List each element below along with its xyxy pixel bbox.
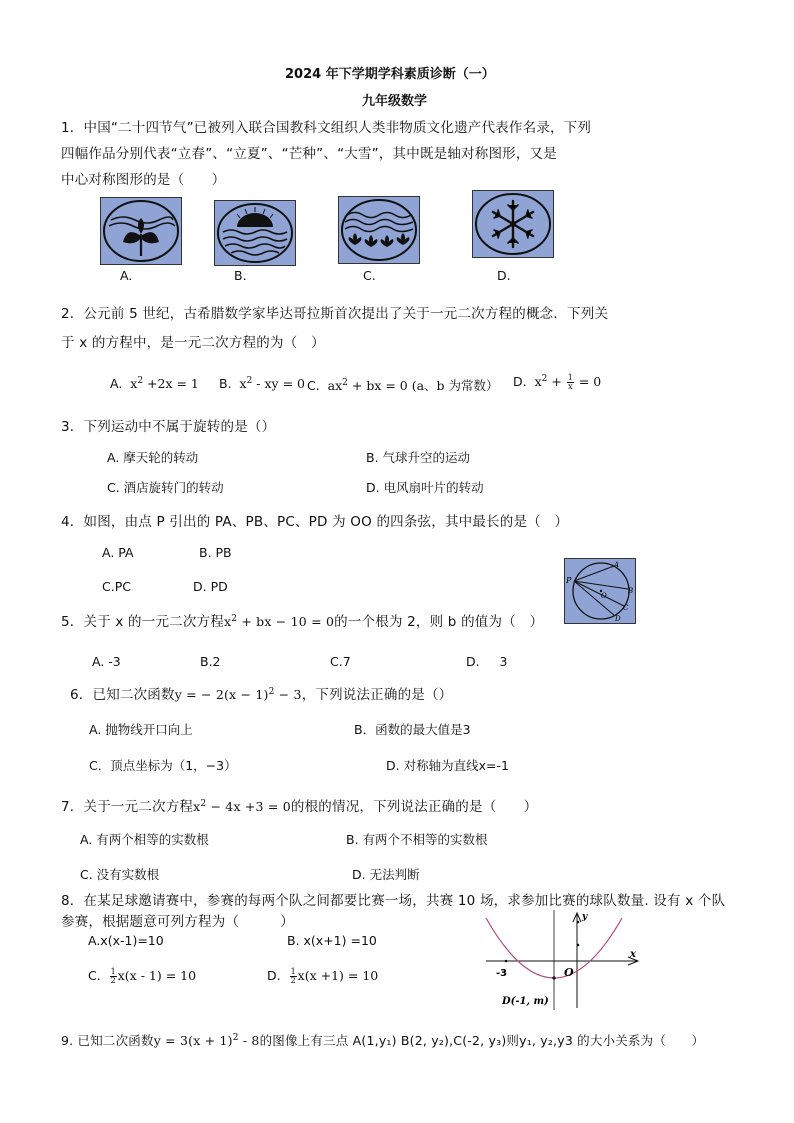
q4-label-c: C — [623, 604, 629, 612]
q7-option-a: A. 有两个相等的实数根 — [80, 832, 209, 847]
q8-line2: 参赛，根据题意可列方程为（ ） — [61, 914, 294, 930]
q6-option-c: C．顶点坐标为（1，−3） — [89, 758, 237, 773]
q4-label-a: A — [614, 561, 620, 569]
q2-option-d: D. $x^2$ + $\frac{1}{x}$ = 0 — [513, 373, 602, 392]
q8-line1: 8．在某足球邀请赛中，参赛的每两个队之间都要比赛一场，共赛 10 场，求参加比赛的球队数量. 设有 x 个队 — [61, 893, 726, 909]
q4-label-p: P — [566, 576, 572, 585]
q5-option-d: D. 3 — [466, 654, 508, 669]
q8-label-o: O — [564, 966, 574, 979]
q4-option-a: A. PA — [102, 545, 134, 560]
q3-option-b: B. 气球升空的运动 — [366, 450, 471, 465]
q4-line1: 4．如图，由点 P 引出的 PA、PB、PC、PD 为 OO 的四条弦，其中最长的是（ ） — [61, 514, 569, 530]
q1-image-d — [472, 190, 554, 258]
q2-option-b: B. $x^2$ - xy = 0 — [219, 376, 305, 392]
q6-option-d: D. 对称轴为直线x=-1 — [386, 758, 509, 773]
q5-option-a: A. -3 — [92, 654, 121, 669]
q3-line1: 3．下列运动中不属于旋转的是（） — [61, 419, 276, 435]
q7-option-d: D. 无法判断 — [352, 867, 420, 882]
q8-label-x: x — [630, 949, 636, 960]
q7-line1: 7．关于一元二次方程$x^2 - 4x +3 = 0$的根的情况，下列说法正确的是（ ） — [61, 798, 538, 815]
q6-option-b: B．函数的最大值是3 — [354, 722, 471, 737]
q4-label-d: D — [615, 615, 621, 623]
q1-image-c — [338, 196, 420, 264]
q1-label-c: C. — [363, 268, 376, 283]
q1-image-b — [214, 200, 296, 266]
page-subtitle: 九年级数学 — [362, 94, 428, 109]
q5-option-c: C.7 — [330, 654, 351, 669]
q8-label-neg3: -3 — [496, 968, 508, 979]
q2-option-a: A. $x^2 +2x = 1$ — [110, 376, 199, 392]
page-title: 2024 年下学期学科素质诊断（一） — [285, 67, 495, 82]
q6-option-a: A. 抛物线开口向上 — [89, 722, 193, 737]
q3-option-d: D. 电风扇叶片的转动 — [366, 480, 484, 495]
q7-option-c: C. 没有实数根 — [80, 867, 160, 882]
q1-line1: 1．中国“二十四节气”已被列入联合国教科文组织人类非物质文化遗产代表作名录，下列 — [61, 120, 592, 136]
q8-option-c: C. $\frac{1}{2}$ x(x - 1) = 10 — [88, 967, 197, 985]
q8-label-d: D(-1, m) — [502, 996, 549, 1007]
q3-option-a: A. 摩天轮的转动 — [107, 450, 199, 465]
q8-option-b: B. x(x+1) =10 — [287, 933, 377, 948]
q3-option-c: C. 酒店旋转门的转动 — [107, 480, 224, 495]
q2-option-c: C. $ax^2$ + bx = 0 (a、b 为常数） — [307, 377, 499, 393]
q1-label-a: A. — [120, 268, 133, 283]
q2-line1: 2．公元前 5 世纪，古希腊数学家毕达哥拉斯首次提出了关于一元二次方程的概念．下列关 — [61, 306, 609, 322]
q1-image-a — [100, 197, 182, 265]
q1-line3: 中心对称图形的是（ ） — [61, 172, 226, 188]
q8-option-a: A.x(x-1)=10 — [88, 933, 164, 948]
q5-option-b: B.2 — [200, 654, 221, 669]
q1-label-d: D. — [497, 268, 511, 283]
q7-option-b: B. 有两个不相等的实数根 — [346, 832, 488, 847]
q5-line1: 5．关于 x 的一元二次方程$x^2$ + bx − 10 = 0的一个根为 2，则 b 的值为（ ） — [61, 613, 544, 630]
q8-label-y: y — [582, 912, 588, 922]
q1-line2: 四幅作品分别代表“立春”、“立夏”、“芒种”、“大雪”，其中既是轴对称图形，又是 — [61, 146, 557, 162]
q2-line2: 于 x 的方程中，是一元二次方程的为（ ） — [61, 335, 325, 351]
q4-option-b: B. PB — [199, 545, 232, 560]
q4-circle-figure — [564, 558, 636, 624]
q4-label-o: O — [601, 592, 607, 600]
q8-option-d: D. $\frac{1}{2}$ x(x +1) = 10 — [267, 967, 379, 985]
q6-line1: 6．已知二次函数y = − $2(x - 1)^2 - 3$，下列说法正确的是（） — [70, 686, 453, 703]
q9-line1: 9. 已知二次函数$y = 3(x + 1)^2 - 8$的图像上有三点 A(1,y₁) B(2, y₂),C(-2, y₃)则y₁, y₂,y3 的大小关系为（ ） — [61, 1032, 705, 1048]
q4-option-d: D. PD — [193, 579, 228, 594]
q4-label-b: B — [628, 587, 634, 595]
q1-label-b: B. — [234, 268, 247, 283]
q8-parabola-figure — [478, 910, 642, 1010]
q4-option-c: C.PC — [102, 579, 131, 594]
